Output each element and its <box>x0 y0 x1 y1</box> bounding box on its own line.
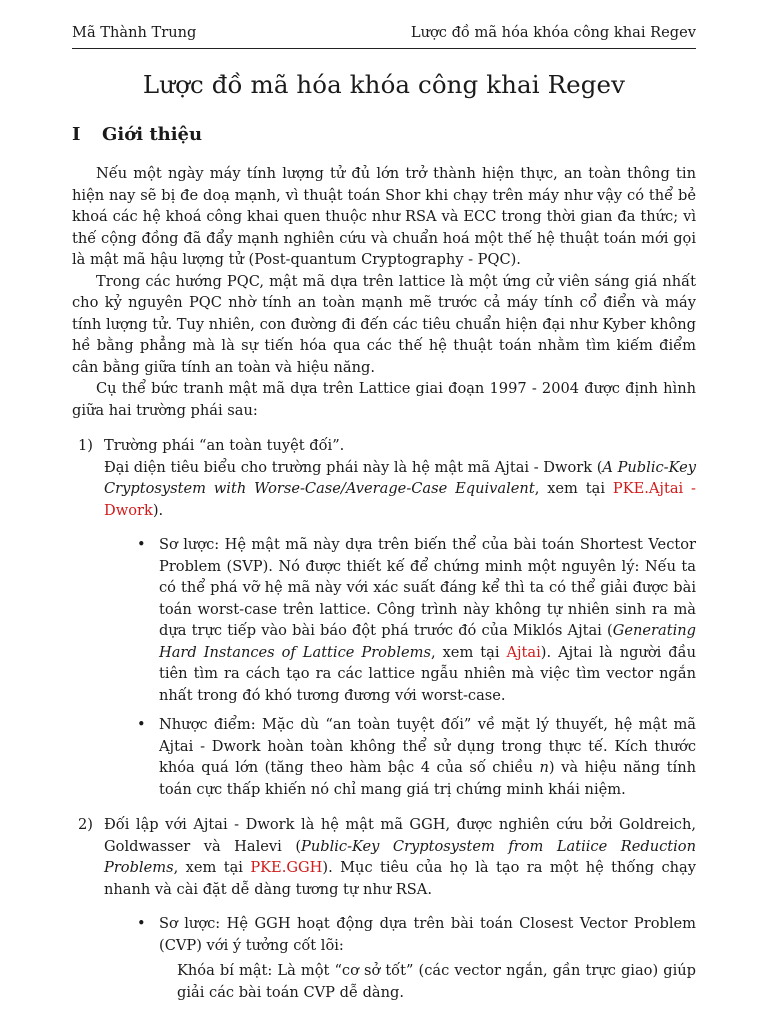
reference-link[interactable]: Ajtai <box>506 643 541 661</box>
bullet-dot: • <box>137 536 146 553</box>
bullet-text: ). Ajtai là người đầu tiên tìm ra cách tạo ra các lattice ngẫu nhiên mà việc tìm vector ngắn nhất trong đó khó tương đương với worst-case. <box>159 643 696 704</box>
item-body <box>104 814 696 900</box>
math-variable: n <box>539 759 549 776</box>
document-title: Lược đồ mã hóa khóa công khai Regev <box>142 70 626 99</box>
bullet-text: ) và hiệu năng tính toán cực thấp khiến nó chỉ mang giá trị chứng minh khái niệm. <box>159 759 696 798</box>
item-body <box>104 457 696 522</box>
header-running-title: Lược đồ mã hóa khóa công khai Regev <box>410 24 696 41</box>
paper-title: A Public-Key Cryptosystem with Worse-Case/Average-Case Equivalent <box>104 458 696 497</box>
section-title: Giới thiệu <box>102 124 203 145</box>
bullet-item <box>129 714 696 800</box>
list-marker: 1) <box>78 437 93 454</box>
bullet-text: Nhược điểm: Mặc dù “an toàn tuyệt đối” về mặt lý thuyết, hệ mật mã Ajtai - Dwork hoàn toàn không thể sử dụng trong thực tế. Kích thước khóa quá lớn (tăng theo hàm bậc 4 của số chiều <box>159 716 696 776</box>
section-heading <box>72 124 202 145</box>
running-header <box>72 22 696 49</box>
indented-definition: Khóa bí mật: Là một “cơ sở tốt” (các vector ngắn, gần trực giao) giúp giải các bài toán CVP dễ dàng. <box>177 962 696 1001</box>
item-text: , xem tại <box>173 859 251 876</box>
item-text: Đại diện tiêu biểu cho trường phái này là hệ mật mã Ajtai - Dwork ( <box>104 458 603 476</box>
item-text: , xem tại <box>534 480 613 497</box>
paragraph-schools: Cụ thể bức tranh mật mã dựa trên Lattice giai đoạn 1997 - 2004 được định hình giữa hai trường phái sau: <box>72 380 696 419</box>
paragraph-intro: Nếu một ngày máy tính lượng tử đủ lớn trở thành hiện thực, an toàn thông tin hiện nay sẽ bị đe doạ mạnh, vì thuật toán Shor khi chạy trên máy như vậy có thể bẻ khoá các hệ khoá công khai quen thuộc như RSA và ECC trong thời gian đa thức; vì thế cộng đồng đã đẩy mạnh nghiên cứu và chuẩn hoá một thế hệ thuật toán mới gọi là mật mã hậu lượng tử (Post-quantum Cryptography - PQC). <box>72 165 696 268</box>
numbered-list <box>72 435 696 1003</box>
item-heading: Trường phái “an toàn tuyệt đối”. <box>104 437 345 454</box>
list-item-2 <box>72 814 696 1003</box>
bullet-item <box>129 913 696 956</box>
reference-link[interactable]: PKE.Ajtai - Dwork <box>104 480 696 519</box>
bullet-list <box>104 534 696 800</box>
paper-title: Public-Key Cryptosystem from Latiice Reduction Problems <box>104 837 696 876</box>
bullet-text: , xem tại <box>430 643 507 661</box>
item-text: Đối lập với Ajtai - Dwork là hệ mật mã GGH, được nghiên cứu bởi Goldreich, Goldwasser và Halevi ( <box>104 816 696 855</box>
header-author: Mã Thành Trung <box>72 24 197 41</box>
paragraph-pqc: Trong các hướng PQC, mật mã dựa trên lattice là một ứng cử viên sáng giá nhất cho kỷ nguyên PQC nhờ tính an toàn mạnh mẽ trước cả máy tính cổ điển và máy tính lượng tử. Tuy nhiên, con đường đi đến các tiêu chuẩn hiện đại như Kyber không hề bằng phẳng mà là sự tiến hóa qua các thế hệ thuật toán nhằm tìm kiếm điểm cân bằng giữa tính an toàn và hiệu năng. <box>72 272 696 376</box>
list-item-1 <box>72 435 696 800</box>
body-content <box>72 163 696 1003</box>
bullet-dot: • <box>137 915 146 932</box>
list-marker: 2) <box>78 816 93 833</box>
item-text: ). <box>152 501 164 519</box>
bullet-text: Sơ lược: Hệ GGH hoạt động dựa trên bài toán Closest Vector Problem (CVP) với ý tưởng cốt lõi: <box>159 915 696 954</box>
bullet-text: Sơ lược: Hệ mật mã này dựa trên biến thể của bài toán Shortest Vector Problem (SVP). Nó được thiết kế để chứng minh một nguyên lý: Nếu ta có thể phá vỡ hệ mã này với xác suất đáng kể thì ta có thể giải được bài toán worst-case trên lattice. Công trình này không tự nhiên sinh ra mà dựa trực tiếp vào bài báo đột phá trước đó của Miklós Ajtai ( <box>159 536 696 639</box>
item-text: ). Mục tiêu của họ là tạo ra một hệ thống chạy nhanh và cài đặt dễ dàng tương tự như RSA. <box>104 859 696 898</box>
bullet-list <box>104 913 696 1003</box>
section-number: I <box>72 124 81 145</box>
bullet-item <box>129 534 696 706</box>
paper-title: Generating Hard Instances of Lattice Problems <box>159 622 696 661</box>
reference-link[interactable]: PKE.GGH <box>250 859 323 876</box>
bullet-dot: • <box>137 716 146 733</box>
